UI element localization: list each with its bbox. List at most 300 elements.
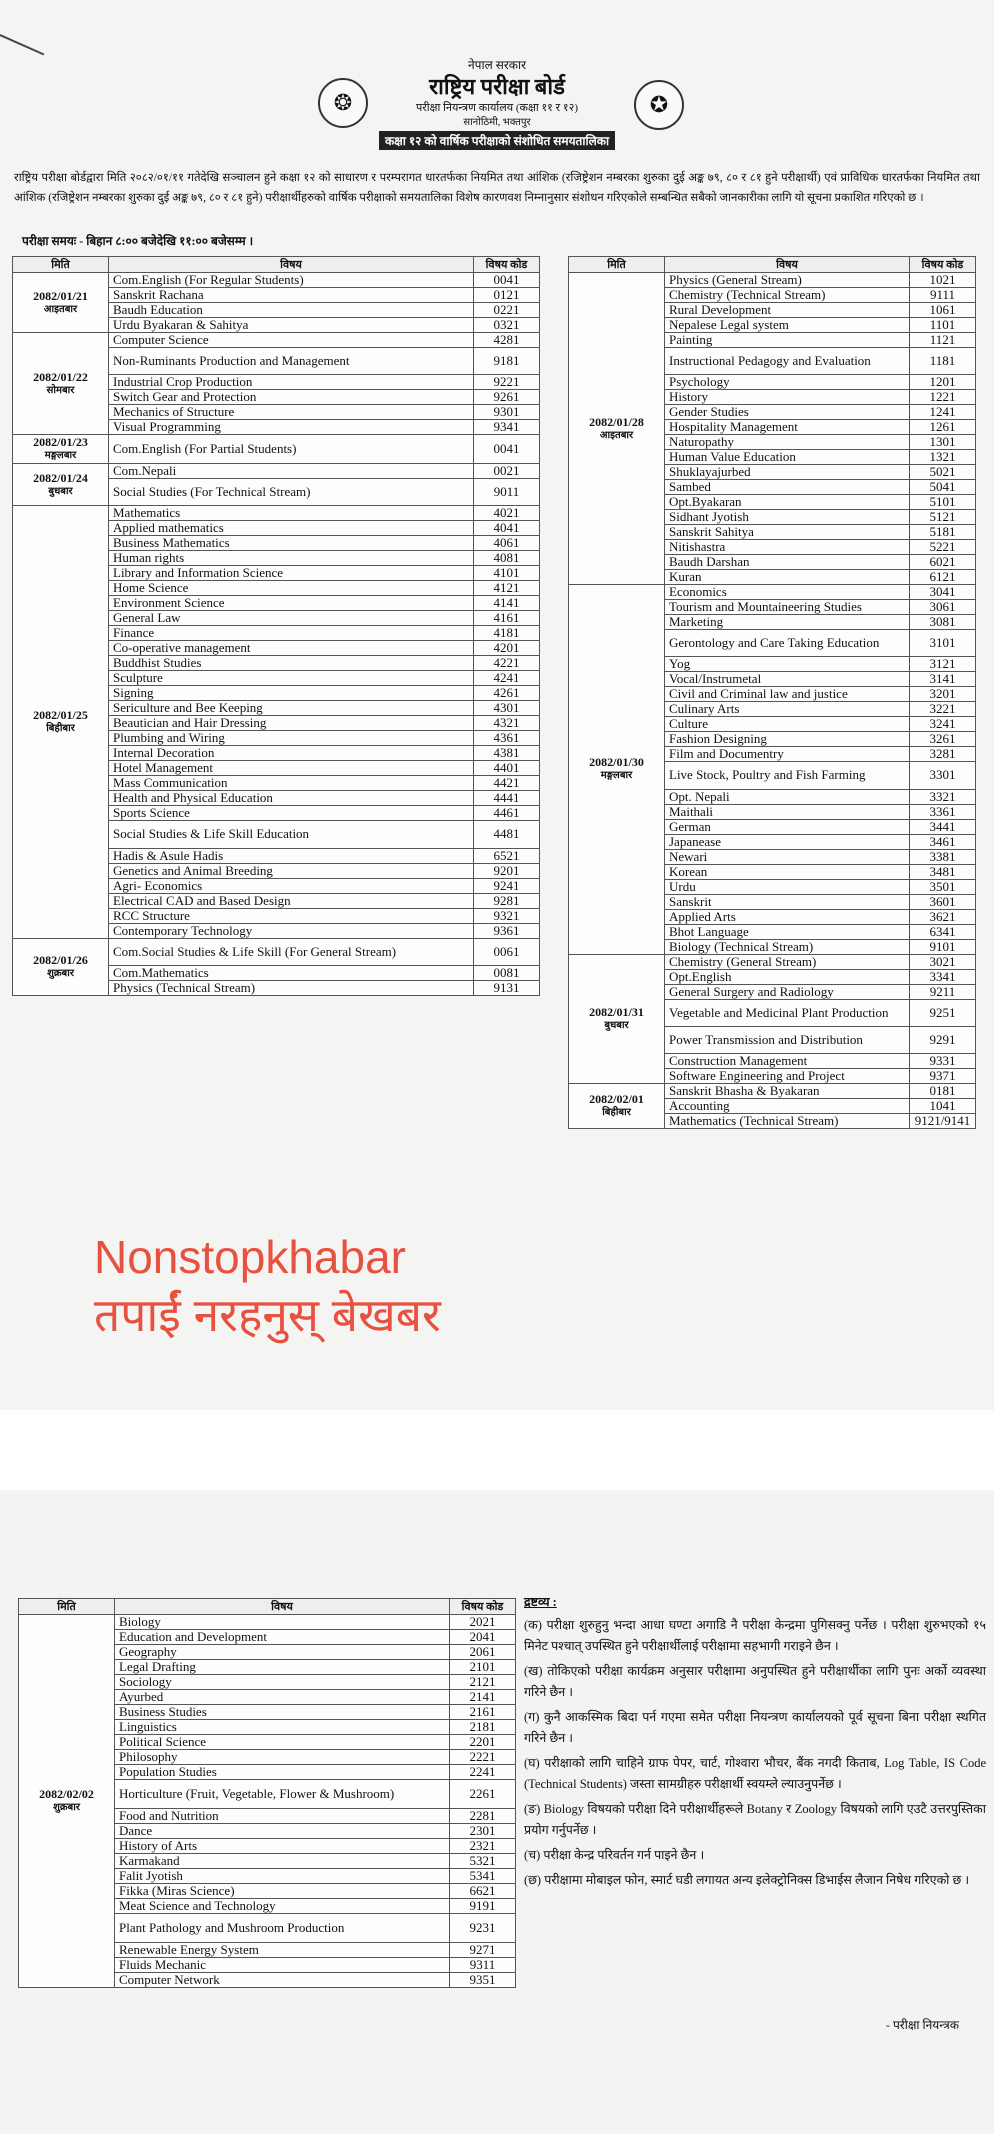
table-row (569, 954, 976, 969)
subject-cell: Electrical CAD and Based Design (109, 893, 474, 908)
code-cell: 4301 (474, 701, 540, 716)
header-row (19, 1599, 516, 1615)
code-cell: 0321 (474, 318, 540, 333)
note-item: (घ) परीक्षाको लागि चाहिने ग्राफ पेपर, चार्ट, गोश्वारा भौचर, बैंक नगदी किताब, Log Table, IS Code (Technical Students) जस्ता सामग्रीहरु परीक्षार्थी स्वयम्ले ल्याउनुपर्नेछ । (524, 1756, 986, 1791)
board-name: राष्ट्रिय परीक्षा बोर्ड (429, 74, 565, 99)
subject-cell: Social Studies & Life Skill Education (109, 821, 474, 848)
subject-cell: Social Studies (For Technical Stream) (109, 479, 474, 506)
subject-cell: Mass Communication (109, 776, 474, 791)
subject-cell: Mathematics (Technical Stream) (665, 1113, 910, 1128)
subject-cell: Marketing (665, 615, 910, 630)
table-row (13, 333, 540, 348)
header-row (569, 257, 976, 273)
code-cell: 5181 (910, 525, 976, 540)
header-row (13, 257, 540, 273)
code-cell: 3281 (910, 747, 976, 762)
subject-cell: Gender Studies (665, 405, 910, 420)
code-cell: 9191 (450, 1899, 516, 1914)
right-schedule-table (568, 256, 976, 1129)
code-column-header: विषय कोड (910, 257, 976, 273)
code-cell: 2061 (450, 1645, 516, 1660)
code-cell: 3621 (910, 909, 976, 924)
subject-cell: General Law (109, 611, 474, 626)
date-cell (13, 464, 109, 506)
subject-cell: Visual Programming (109, 420, 474, 435)
exam-date: 2082/01/25 (33, 707, 88, 722)
subject-cell: Human rights (109, 551, 474, 566)
office-name: परीक्षा नियन्त्रण कार्यालय (कक्षा ११ र १२) (415, 102, 579, 114)
code-cell: 2261 (450, 1780, 516, 1809)
code-cell: 3221 (910, 702, 976, 717)
code-cell: 1261 (910, 420, 976, 435)
subject-cell: Applied mathematics (109, 521, 474, 536)
exam-day: बिहीबार (602, 1106, 631, 1118)
subject-cell: Com.Social Studies & Life Skill (For General Stream) (109, 938, 474, 965)
code-cell: 9351 (450, 1973, 516, 1988)
exam-date: 2082/01/21 (33, 288, 88, 303)
intro-paragraph: राष्ट्रिय परीक्षा बोर्डद्वारा मिति २०८२/०१/११ गतेदेखि सञ्चालन हुने कक्षा १२ को साधारण र परम्परागत धारतर्फका नियमित तथा आंशिक (रजिष्ट्रेशन नम्बरका शुरुका दुई अङ्क ७९, ८० र ८१ हुने परीक्षार्थी) एवं प्राविधिक धारतर्फका नियमित तथा आंशिक (रजिष्ट्रेशन नम्बरका शुरुका दुई अङ्क ७९, ८० र ८१ हुने) परीक्षार्थीहरुको वार्षिक परीक्षाको समयतालिका विशेष कारणवश निम्नानुसार संशोधन गरिएकोले सम्बन्धित सबैको जानकारीका लागि यो सूचना प्रकाशित गरिएको छ । (14, 172, 980, 204)
subject-cell: Kuran (665, 570, 910, 585)
subject-cell: Business Mathematics (109, 536, 474, 551)
code-cell: 3201 (910, 687, 976, 702)
subject-cell: Com.English (For Partial Students) (109, 435, 474, 464)
date-cell (13, 435, 109, 464)
subject-cell: Com.Mathematics (109, 965, 474, 980)
exam-day: सोमबार (46, 384, 75, 396)
code-cell: 4381 (474, 746, 540, 761)
code-cell: 1101 (910, 318, 976, 333)
nepal-emblem-icon: ❂ (318, 78, 368, 128)
code-cell: 2221 (450, 1750, 516, 1765)
code-cell: 4421 (474, 776, 540, 791)
subject-column-header: विषय (109, 257, 474, 273)
code-cell: 1021 (910, 273, 976, 288)
exam-day: मङ्गलबार (44, 450, 77, 462)
date-column-header: मिति (569, 257, 665, 273)
code-cell: 3241 (910, 717, 976, 732)
code-cell: 4141 (474, 596, 540, 611)
code-cell: 9311 (450, 1958, 516, 1973)
exam-day: शुक्रबार (53, 1802, 80, 1814)
table-row (13, 435, 540, 464)
subject-cell: Food and Nutrition (115, 1809, 450, 1824)
subject-cell: Industrial Crop Production (109, 375, 474, 390)
subject-cell: Contemporary Technology (109, 923, 474, 938)
subject-cell: Nepalese Legal system (665, 318, 910, 333)
subject-cell: Beautician and Hair Dressing (109, 716, 474, 731)
code-column-header: विषय कोड (474, 257, 540, 273)
subject-cell: Baudh Darshan (665, 555, 910, 570)
code-cell: 9121/9141 (910, 1113, 976, 1128)
subject-cell: Computer Science (109, 333, 474, 348)
subject-cell: German (665, 819, 910, 834)
code-cell: 2181 (450, 1720, 516, 1735)
code-cell: 2041 (450, 1630, 516, 1645)
exam-date: 2082/01/24 (33, 470, 88, 485)
code-cell: 2101 (450, 1660, 516, 1675)
code-cell: 3301 (910, 762, 976, 789)
code-cell: 4321 (474, 716, 540, 731)
subject-cell: Com.Nepali (109, 464, 474, 479)
date-cell (13, 333, 109, 435)
code-cell: 6621 (450, 1884, 516, 1899)
code-cell: 3321 (910, 789, 976, 804)
subject-cell: Rural Development (665, 303, 910, 318)
subject-cell: Buddhist Studies (109, 656, 474, 671)
code-cell: 2021 (450, 1615, 516, 1630)
code-cell: 9361 (474, 923, 540, 938)
subject-cell: Biology (115, 1615, 450, 1630)
note-item: (च) परीक्षा केन्द्र परिवर्तन गर्न पाइने छैन । (524, 1848, 705, 1862)
date-column-header: मिति (13, 257, 109, 273)
office-location: सानोठिमी, भक्तपुर (463, 117, 531, 128)
code-cell: 3141 (910, 672, 976, 687)
code-cell: 9371 (910, 1068, 976, 1083)
subject-cell: Fashion Designing (665, 732, 910, 747)
code-cell: 1061 (910, 303, 976, 318)
subject-cell: Sociology (115, 1675, 450, 1690)
code-cell: 9251 (910, 999, 976, 1026)
code-cell: 4101 (474, 566, 540, 581)
code-cell: 0041 (474, 435, 540, 464)
subject-cell: Sanskrit Rachana (109, 288, 474, 303)
subject-cell: Signing (109, 686, 474, 701)
subject-cell: Civil and Criminal law and justice (665, 687, 910, 702)
subject-cell: Plant Pathology and Mushroom Production (115, 1914, 450, 1943)
subject-cell: Mechanics of Structure (109, 405, 474, 420)
subject-cell: Live Stock, Poultry and Fish Farming (665, 762, 910, 789)
code-cell: 4441 (474, 791, 540, 806)
code-cell: 4481 (474, 821, 540, 848)
subject-cell: Opt.English (665, 969, 910, 984)
subject-cell: Education and Development (115, 1630, 450, 1645)
exam-date: 2082/01/30 (589, 755, 644, 770)
code-cell: 1241 (910, 405, 976, 420)
code-cell: 2201 (450, 1735, 516, 1750)
exam-date: 2082/01/22 (33, 369, 88, 384)
subject-cell: Sambed (665, 480, 910, 495)
code-cell: 3461 (910, 834, 976, 849)
code-cell: 3501 (910, 879, 976, 894)
subject-cell: Sidhant Jyotish (665, 510, 910, 525)
subject-cell: Genetics and Animal Breeding (109, 863, 474, 878)
code-cell: 2121 (450, 1675, 516, 1690)
code-cell: 9271 (450, 1943, 516, 1958)
subject-cell: Opt.Byakaran (665, 495, 910, 510)
table-row (569, 585, 976, 600)
subject-cell: Population Studies (115, 1765, 450, 1780)
code-cell: 5321 (450, 1854, 516, 1869)
subject-cell: Biology (Technical Stream) (665, 939, 910, 954)
code-cell: 9301 (474, 405, 540, 420)
note-item: (ख) तोकिएको परीक्षा कार्यक्रम अनुसार परीक्षामा अनुपस्थित हुने परीक्षार्थीका लागि पुनः अर्को व्यवस्था गरिने छैन । (524, 1664, 986, 1699)
subject-cell: Sanskrit Sahitya (665, 525, 910, 540)
subject-cell: Library and Information Science (109, 566, 474, 581)
code-cell: 1181 (910, 348, 976, 375)
subject-cell: Geography (115, 1645, 450, 1660)
subject-cell: Political Science (115, 1735, 450, 1750)
table-row (13, 273, 540, 288)
code-cell: 5341 (450, 1869, 516, 1884)
code-cell: 2321 (450, 1839, 516, 1854)
subject-cell: Linguistics (115, 1720, 450, 1735)
code-cell: 0121 (474, 288, 540, 303)
government-label: नेपाल सरकार (468, 58, 526, 72)
table-row (19, 1615, 516, 1630)
subject-cell: Agri- Economics (109, 878, 474, 893)
code-cell: 4281 (474, 333, 540, 348)
code-cell: 2161 (450, 1705, 516, 1720)
code-cell: 9181 (474, 348, 540, 375)
subject-cell: Urdu Byakaran & Sahitya (109, 318, 474, 333)
exam-day: आइतबार (43, 303, 78, 315)
notes-section (524, 1592, 986, 1895)
subject-cell: Hadis & Asule Hadis (109, 848, 474, 863)
subject-cell: Culture (665, 717, 910, 732)
code-cell: 6021 (910, 555, 976, 570)
subject-cell: Fluids Mechanic (115, 1958, 450, 1973)
subject-cell: Film and Documentry (665, 747, 910, 762)
code-cell: 0181 (910, 1083, 976, 1098)
code-cell: 5221 (910, 540, 976, 555)
subject-cell: Naturopathy (665, 435, 910, 450)
subject-cell: Physics (Technical Stream) (109, 980, 474, 995)
table-row (13, 506, 540, 521)
code-cell: 4061 (474, 536, 540, 551)
code-cell: 3041 (910, 585, 976, 600)
code-cell: 9261 (474, 390, 540, 405)
code-cell: 4201 (474, 641, 540, 656)
code-cell: 4241 (474, 671, 540, 686)
code-cell: 1121 (910, 333, 976, 348)
code-cell: 5101 (910, 495, 976, 510)
subject-cell: Physics (General Stream) (665, 273, 910, 288)
code-cell: 0061 (474, 938, 540, 965)
code-cell: 0021 (474, 464, 540, 479)
code-cell: 3101 (910, 630, 976, 657)
code-cell: 4181 (474, 626, 540, 641)
document-header (0, 58, 994, 150)
subject-cell: Ayurbed (115, 1690, 450, 1705)
subject-cell: History (665, 390, 910, 405)
exam-date: 2082/01/31 (589, 1004, 644, 1019)
subject-cell: Philosophy (115, 1750, 450, 1765)
subject-cell: Falit Jyotish (115, 1869, 450, 1884)
exam-date: 2082/02/01 (589, 1091, 644, 1106)
subject-cell: Sculpture (109, 671, 474, 686)
subject-cell: History of Arts (115, 1839, 450, 1854)
code-cell: 4361 (474, 731, 540, 746)
notes-title: द्रष्टव्य : (524, 1595, 557, 1609)
code-cell: 3441 (910, 819, 976, 834)
subject-cell: Com.English (For Regular Students) (109, 273, 474, 288)
code-cell: 9221 (474, 375, 540, 390)
subject-cell: Chemistry (Technical Stream) (665, 288, 910, 303)
code-cell: 4221 (474, 656, 540, 671)
subject-cell: Applied Arts (665, 909, 910, 924)
subject-cell: Software Engineering and Project (665, 1068, 910, 1083)
code-cell: 3021 (910, 954, 976, 969)
date-cell (569, 1083, 665, 1128)
code-cell: 9111 (910, 288, 976, 303)
subject-cell: Environment Science (109, 596, 474, 611)
code-cell: 3381 (910, 849, 976, 864)
code-cell: 2241 (450, 1765, 516, 1780)
subject-cell: Non-Ruminants Production and Management (109, 348, 474, 375)
note-item: (क) परीक्षा शुरुहुनु भन्दा आधा घण्टा अगाडि नै परीक्षा केन्द्रमा पुगिसक्नु पर्नेछ । परीक्षा शुरुभएको १५ मिनेट पश्चात् उपस्थित हुने परीक्षार्थीलाई परीक्षामा सहभागी गराइने छैन । (524, 1618, 986, 1653)
subject-cell: Sanskrit (665, 894, 910, 909)
code-cell: 9241 (474, 878, 540, 893)
subject-cell: Economics (665, 585, 910, 600)
subject-cell: Co-operative management (109, 641, 474, 656)
note-item: (ग) कुनै आकस्मिक बिदा पर्न गएमा समेत परीक्षा नियन्त्रण कार्यालयको पूर्व सूचना बिना परीक्षा स्थगित गरिने छैन । (524, 1710, 986, 1745)
note-item: (छ) परीक्षामा मोबाइल फोन, स्मार्ट घडी लगायत अन्य इलेक्ट्रोनिक्स डिभाईस लैजान निषेध गरिएको छ । (524, 1873, 970, 1887)
document-title: कक्षा १२ को वार्षिक परीक्षाको संशोधित समयतालिका (379, 131, 615, 150)
subject-cell: Karmakand (115, 1854, 450, 1869)
watermark-line2: तपाईं नरहनुस् बेखबर (94, 1289, 441, 1341)
date-cell (19, 1615, 115, 1988)
date-cell (569, 585, 665, 954)
subject-cell: Baudh Education (109, 303, 474, 318)
subject-cell: Sports Science (109, 806, 474, 821)
subject-cell: Accounting (665, 1098, 910, 1113)
subject-cell: Japanease (665, 834, 910, 849)
table-row (569, 273, 976, 288)
signature: - परीक्षा नियन्त्रक (886, 2018, 960, 2032)
subject-cell: Construction Management (665, 1053, 910, 1068)
code-cell: 2281 (450, 1809, 516, 1824)
subject-cell: Computer Network (115, 1973, 450, 1988)
exam-day: बिहीबार (46, 722, 75, 734)
code-cell: 6341 (910, 924, 976, 939)
subject-cell: Newari (665, 849, 910, 864)
subject-cell: Painting (665, 333, 910, 348)
code-cell: 4401 (474, 761, 540, 776)
code-cell: 9331 (910, 1053, 976, 1068)
date-cell (569, 954, 665, 1083)
subject-cell: Sanskrit Bhasha & Byakaran (665, 1083, 910, 1098)
subject-cell: Chemistry (General Stream) (665, 954, 910, 969)
subject-cell: Power Transmission and Distribution (665, 1026, 910, 1053)
code-cell: 1201 (910, 375, 976, 390)
subject-cell: Shuklayajurbed (665, 465, 910, 480)
code-cell: 5121 (910, 510, 976, 525)
code-cell: 9011 (474, 479, 540, 506)
exam-day: शुक्रबार (47, 967, 74, 979)
code-cell: 3061 (910, 600, 976, 615)
exam-date: 2082/01/23 (33, 435, 88, 450)
code-cell: 9201 (474, 863, 540, 878)
code-cell: 4261 (474, 686, 540, 701)
code-cell: 1301 (910, 435, 976, 450)
subject-cell: Renewable Energy System (115, 1943, 450, 1958)
exam-date: 2082/02/02 (39, 1787, 94, 1802)
subject-cell: Maithali (665, 804, 910, 819)
code-cell: 9211 (910, 984, 976, 999)
date-cell (569, 273, 665, 585)
subject-cell: Health and Physical Education (109, 791, 474, 806)
code-cell: 3361 (910, 804, 976, 819)
code-cell: 4041 (474, 521, 540, 536)
code-cell: 5041 (910, 480, 976, 495)
exam-date: 2082/01/28 (589, 414, 644, 429)
subject-cell: Vegetable and Medicinal Plant Production (665, 999, 910, 1026)
code-cell: 3601 (910, 894, 976, 909)
bottom-schedule-table (18, 1598, 516, 1988)
code-cell: 2301 (450, 1824, 516, 1839)
exam-date: 2082/01/26 (33, 952, 88, 967)
code-cell: 9321 (474, 908, 540, 923)
code-cell: 1221 (910, 390, 976, 405)
subject-cell: Gerontology and Care Taking Education (665, 630, 910, 657)
code-cell: 4121 (474, 581, 540, 596)
subject-cell: Vocal/Instrumetal (665, 672, 910, 687)
subject-cell: Home Science (109, 581, 474, 596)
subject-cell: Mathematics (109, 506, 474, 521)
code-cell: 3341 (910, 969, 976, 984)
board-logo-icon: ✪ (634, 80, 684, 130)
note-item: (ङ) Biology विषयको परीक्षा दिने परीक्षार्थीहरूले Botany र Zoology विषयको लागि एउटै उत्तरपुस्तिका प्रयोग गर्नुपर्नेछ । (524, 1802, 986, 1837)
subject-cell: Psychology (665, 375, 910, 390)
code-cell: 4021 (474, 506, 540, 521)
code-cell: 0081 (474, 965, 540, 980)
code-cell: 3081 (910, 615, 976, 630)
subject-cell: Bhot Language (665, 924, 910, 939)
exam-day: आइतबार (599, 429, 634, 441)
subject-cell: Dance (115, 1824, 450, 1839)
code-cell: 1041 (910, 1098, 976, 1113)
table-row (13, 464, 540, 479)
code-cell: 4081 (474, 551, 540, 566)
subject-cell: Meat Science and Technology (115, 1899, 450, 1914)
code-cell: 5021 (910, 465, 976, 480)
subject-cell: Horticulture (Fruit, Vegetable, Flower & Mushroom) (115, 1780, 450, 1809)
date-cell (13, 938, 109, 995)
subject-cell: Business Studies (115, 1705, 450, 1720)
date-column-header: मिति (19, 1599, 115, 1615)
subject-cell: Instructional Pedagogy and Evaluation (665, 348, 910, 375)
code-cell: 6521 (474, 848, 540, 863)
subject-cell: Nitishastra (665, 540, 910, 555)
code-cell: 9231 (450, 1914, 516, 1943)
subject-cell: Legal Drafting (115, 1660, 450, 1675)
subject-cell: Finance (109, 626, 474, 641)
subject-cell: Korean (665, 864, 910, 879)
subject-cell: Yog (665, 657, 910, 672)
table-row (569, 1083, 976, 1098)
code-cell: 1321 (910, 450, 976, 465)
subject-cell: Plumbing and Wiring (109, 731, 474, 746)
code-cell: 9291 (910, 1026, 976, 1053)
subject-cell: Hotel Management (109, 761, 474, 776)
subject-cell: Culinary Arts (665, 702, 910, 717)
table-row (13, 938, 540, 965)
subject-cell: Internal Decoration (109, 746, 474, 761)
subject-cell: Hospitality Management (665, 420, 910, 435)
subject-column-header: विषय (665, 257, 910, 273)
subject-cell: Switch Gear and Protection (109, 390, 474, 405)
code-cell: 9281 (474, 893, 540, 908)
watermark (94, 1228, 441, 1344)
exam-day: बुधबार (48, 485, 73, 497)
subject-cell: Tourism and Mountaineering Studies (665, 600, 910, 615)
exam-time: परीक्षा समयः - बिहान ८:०० बजेदेखि ११:०० बजेसम्म । (22, 234, 254, 248)
code-cell: 9101 (910, 939, 976, 954)
code-cell: 4161 (474, 611, 540, 626)
code-cell: 6121 (910, 570, 976, 585)
code-cell: 3121 (910, 657, 976, 672)
code-cell: 9131 (474, 980, 540, 995)
